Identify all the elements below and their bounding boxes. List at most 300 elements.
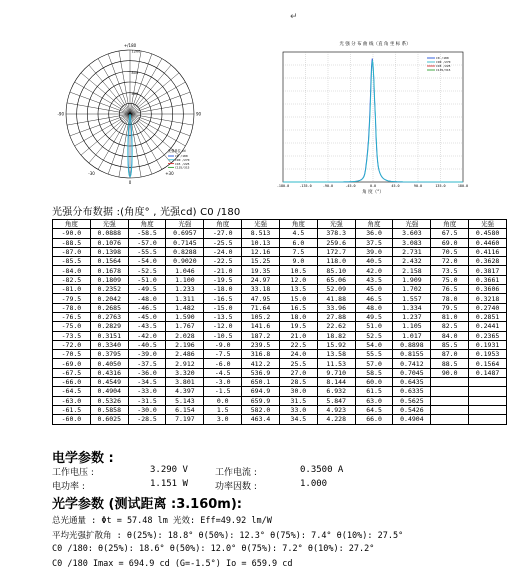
table-cell: 0.3340 bbox=[90, 340, 128, 349]
table-header-cell: 光强 bbox=[393, 220, 431, 229]
table-row bbox=[53, 378, 507, 387]
table-body bbox=[53, 229, 507, 424]
table-cell: -40.5 bbox=[128, 340, 166, 349]
table-cell: -90.0 bbox=[53, 229, 91, 238]
table-cell: 58.5 bbox=[355, 368, 393, 377]
table-cell: 82.5 bbox=[431, 322, 469, 331]
table-cell: -63.0 bbox=[53, 396, 91, 405]
table-cell: 37.5 bbox=[355, 238, 393, 247]
table-cell: 0.4116 bbox=[469, 247, 507, 256]
table-cell: 2.432 bbox=[393, 257, 431, 266]
linear-legend-label: C0 /180 bbox=[436, 56, 449, 61]
table-cell: 0.7145 bbox=[166, 238, 204, 247]
table-cell: 5.847 bbox=[317, 396, 355, 405]
table-cell: 13.5 bbox=[279, 285, 317, 294]
table-cell: 55.5 bbox=[355, 350, 393, 359]
polar-ring-label: 1200 bbox=[131, 49, 141, 54]
polar-angle-label-left: -90 bbox=[57, 111, 64, 117]
table-cell: -61.5 bbox=[53, 405, 91, 414]
table-cell: 11.53 bbox=[317, 359, 355, 368]
table-cell: 7.197 bbox=[166, 415, 204, 424]
table-row bbox=[53, 303, 507, 312]
table-cell: -85.5 bbox=[53, 257, 91, 266]
table-cell: 31.5 bbox=[279, 396, 317, 405]
linear-x-tick-label: 0.0 bbox=[369, 184, 377, 188]
table-cell: 18.0 bbox=[279, 312, 317, 321]
table-cell: -24.0 bbox=[204, 247, 242, 256]
table-cell: -15.0 bbox=[204, 303, 242, 312]
table-cell: 0.1076 bbox=[90, 238, 128, 247]
polar-distribution-chart bbox=[50, 34, 210, 194]
table-row bbox=[53, 368, 507, 377]
table-cell: 0.3218 bbox=[469, 294, 507, 303]
table-cell: 0.8898 bbox=[393, 340, 431, 349]
table-cell: -16.5 bbox=[204, 294, 242, 303]
table-cell: 0.2740 bbox=[469, 303, 507, 312]
table-cell: 19.5 bbox=[279, 322, 317, 331]
table-cell: -57.0 bbox=[128, 238, 166, 247]
table-row bbox=[53, 415, 507, 424]
table-cell: 0.1953 bbox=[469, 350, 507, 359]
table-cell bbox=[469, 387, 507, 396]
table-cell: 72.0 bbox=[431, 257, 469, 266]
table-cell: 0.1564 bbox=[469, 359, 507, 368]
table-cell: 0.2763 bbox=[90, 312, 128, 321]
linear-x-tick-label: -90.0 bbox=[322, 184, 334, 188]
table-cell: 3.801 bbox=[166, 378, 204, 387]
table-cell: -48.0 bbox=[128, 294, 166, 303]
table-cell: 64.5 bbox=[355, 405, 393, 414]
table-cell: 10.13 bbox=[242, 238, 280, 247]
table-cell bbox=[469, 378, 507, 387]
table-cell: 46.5 bbox=[355, 294, 393, 303]
table-cell: 0.1398 bbox=[90, 247, 128, 256]
table-cell: 3.083 bbox=[393, 238, 431, 247]
table-cell: 12.0 bbox=[279, 275, 317, 284]
table-header-cell: 角度 bbox=[355, 220, 393, 229]
table-cell: -64.5 bbox=[53, 387, 91, 396]
table-cell: -36.0 bbox=[128, 368, 166, 377]
linear-x-tick-label: 90.0 bbox=[413, 184, 423, 188]
table-cell: 0.8288 bbox=[166, 247, 204, 256]
table-cell: -69.0 bbox=[53, 359, 91, 368]
table-cell: 6.0 bbox=[279, 238, 317, 247]
table-cell: 84.0 bbox=[431, 331, 469, 340]
table-cell: 15.25 bbox=[242, 257, 280, 266]
table-cell: -60.0 bbox=[53, 415, 91, 424]
table-cell: -31.5 bbox=[128, 396, 166, 405]
table-row bbox=[53, 387, 507, 396]
linear-axes bbox=[277, 52, 468, 188]
table-cell: 0.2829 bbox=[90, 322, 128, 331]
table-cell: 650.1 bbox=[242, 378, 280, 387]
table-cell: -3.0 bbox=[204, 378, 242, 387]
paragraph-mark: ↵ bbox=[290, 12, 298, 22]
linear-x-tick-label: 135.0 bbox=[435, 184, 446, 188]
table-cell bbox=[469, 405, 507, 414]
table-cell: -22.5 bbox=[204, 257, 242, 266]
table-cell bbox=[431, 378, 469, 387]
table-cell: -39.0 bbox=[128, 350, 166, 359]
table-cell: 0.9020 bbox=[166, 257, 204, 266]
table-cell: 0.1487 bbox=[469, 368, 507, 377]
table-cell: -45.0 bbox=[128, 312, 166, 321]
table-header-cell: 角度 bbox=[204, 220, 242, 229]
table-cell: 0.3628 bbox=[469, 257, 507, 266]
table-cell: 0.1678 bbox=[90, 266, 128, 275]
table-cell: 1.557 bbox=[393, 294, 431, 303]
table-cell: 33.96 bbox=[317, 303, 355, 312]
table-row bbox=[53, 247, 507, 256]
table-cell: 27.0 bbox=[279, 368, 317, 377]
voltage-label: 工作电压 : bbox=[52, 468, 94, 478]
table-cell: 0.8155 bbox=[393, 350, 431, 359]
table-row bbox=[53, 350, 507, 359]
polar-legend-label: C45 /225 bbox=[175, 161, 190, 166]
table-cell: -55.5 bbox=[128, 247, 166, 256]
polar-legend-label: C90 /270 bbox=[175, 158, 190, 162]
table-cell: 76.5 bbox=[431, 285, 469, 294]
table-cell: 9.0 bbox=[279, 257, 317, 266]
table-cell: 1.702 bbox=[393, 285, 431, 294]
table-cell: 10.5 bbox=[279, 266, 317, 275]
table-cell: 0.7412 bbox=[393, 359, 431, 368]
table-header-cell: 光强 bbox=[317, 220, 355, 229]
table-cell: 52.5 bbox=[355, 331, 393, 340]
table-cell: -76.5 bbox=[53, 312, 91, 321]
table-cell: 1.334 bbox=[393, 303, 431, 312]
table-cell: 0.4316 bbox=[90, 368, 128, 377]
table-row bbox=[53, 322, 507, 331]
table-cell: 33.18 bbox=[242, 285, 280, 294]
table-row bbox=[53, 285, 507, 294]
table-cell: 659.9 bbox=[242, 396, 280, 405]
table-cell: 316.8 bbox=[242, 350, 280, 359]
optical-line-c0: C0 /180: θ(25%): 18.6° θ(50%): 12.0° θ(75%): 7.2° θ(10%): 27.2° bbox=[52, 544, 375, 554]
table-cell: 0.7045 bbox=[393, 368, 431, 377]
table-row bbox=[53, 331, 507, 340]
table-row bbox=[53, 266, 507, 275]
table-cell: 378.3 bbox=[317, 229, 355, 238]
table-cell: 412.2 bbox=[242, 359, 280, 368]
table-cell: 6.154 bbox=[166, 405, 204, 414]
table-cell: 1.233 bbox=[166, 285, 204, 294]
table-row bbox=[53, 229, 507, 238]
table-cell: 16.5 bbox=[279, 303, 317, 312]
table-cell: -28.5 bbox=[128, 415, 166, 424]
table-cell: 69.0 bbox=[431, 238, 469, 247]
table-cell: 582.0 bbox=[242, 405, 280, 414]
table-cell: 0.3151 bbox=[90, 331, 128, 340]
table-cell: 0.5625 bbox=[393, 396, 431, 405]
table-cell: 0.6957 bbox=[166, 229, 204, 238]
table-cell: 0.2365 bbox=[469, 331, 507, 340]
table-cell: 85.5 bbox=[431, 340, 469, 349]
table-cell: 19.35 bbox=[242, 266, 280, 275]
distribution-data-title: 光强分布数据 :(角度° , 光强cd) C0 /180 bbox=[52, 207, 241, 218]
table-cell: 0.4580 bbox=[469, 229, 507, 238]
table-header-cell: 光强 bbox=[469, 220, 507, 229]
linear-legend-label: C135/315 bbox=[436, 68, 451, 73]
table-cell: -12.0 bbox=[204, 322, 242, 331]
table-cell: 536.9 bbox=[242, 368, 280, 377]
table-cell: -54.0 bbox=[128, 257, 166, 266]
table-cell: 172.7 bbox=[317, 247, 355, 256]
table-cell: 27.88 bbox=[317, 312, 355, 321]
table-cell: 2.158 bbox=[393, 266, 431, 275]
table-cell bbox=[431, 396, 469, 405]
table-row bbox=[53, 238, 507, 247]
table-header-cell: 角度 bbox=[128, 220, 166, 229]
table-cell: 1.311 bbox=[166, 294, 204, 303]
table-cell: 52.09 bbox=[317, 285, 355, 294]
table-cell: 30.0 bbox=[279, 387, 317, 396]
polar-ring-label: 800 bbox=[131, 70, 139, 75]
table-cell: -78.0 bbox=[53, 303, 91, 312]
table-cell: -49.5 bbox=[128, 285, 166, 294]
linear-x-tick-label: -45.0 bbox=[345, 184, 356, 188]
table-cell: 0.4549 bbox=[90, 378, 128, 387]
table-cell: 7.5 bbox=[279, 247, 317, 256]
table-cell: -73.5 bbox=[53, 331, 91, 340]
table-header-cell: 光强 bbox=[166, 220, 204, 229]
polar-legend-label: C135/315 bbox=[175, 165, 190, 170]
table-cell: 41.88 bbox=[317, 294, 355, 303]
table-cell: 2.731 bbox=[393, 247, 431, 256]
table-row bbox=[53, 275, 507, 284]
table-cell: -42.0 bbox=[128, 331, 166, 340]
table-cell: 463.4 bbox=[242, 415, 280, 424]
table-cell bbox=[431, 415, 469, 424]
table-cell: -7.5 bbox=[204, 350, 242, 359]
table-cell: 22.5 bbox=[279, 340, 317, 349]
table-cell: -70.5 bbox=[53, 350, 91, 359]
table-cell: 8.144 bbox=[317, 378, 355, 387]
table-cell: 78.0 bbox=[431, 294, 469, 303]
optical-line-avg-angle: 平均光强扩散角 : θ(25%): 18.8° θ(50%): 12.3° θ(75%): 7.4° θ(10%): 27.5° bbox=[52, 531, 404, 541]
table-cell: -33.0 bbox=[128, 387, 166, 396]
table-cell: 79.5 bbox=[431, 303, 469, 312]
table-cell: -37.5 bbox=[128, 359, 166, 368]
table-cell: 0.2685 bbox=[90, 303, 128, 312]
table-cell: 1.590 bbox=[166, 312, 204, 321]
table-cell: 141.6 bbox=[242, 322, 280, 331]
table-cell: 15.92 bbox=[317, 340, 355, 349]
table-cell: 9.710 bbox=[317, 368, 355, 377]
table-cell: -51.0 bbox=[128, 275, 166, 284]
table-cell: 4.228 bbox=[317, 415, 355, 424]
table-cell: 0.5426 bbox=[393, 405, 431, 414]
table-cell: 0.3606 bbox=[469, 285, 507, 294]
power-factor-value: 1.000 bbox=[300, 479, 328, 489]
table-cell: 21.0 bbox=[279, 331, 317, 340]
linear-legend-label: C45 /225 bbox=[436, 64, 451, 69]
table-cell: -34.5 bbox=[128, 378, 166, 387]
table-cell: 22.62 bbox=[317, 322, 355, 331]
optical-line-imax: C0 /180 Imax = 694.9 cd (G=-1.5°) Io = 659.9 cd bbox=[52, 559, 293, 569]
table-cell: -72.0 bbox=[53, 340, 91, 349]
table-cell: 43.5 bbox=[355, 275, 393, 284]
table-cell: 0.2042 bbox=[90, 294, 128, 303]
table-cell: -46.5 bbox=[128, 303, 166, 312]
polar-angle-label-right: 90 bbox=[196, 111, 202, 117]
table-cell: 85.10 bbox=[317, 266, 355, 275]
table-cell bbox=[431, 405, 469, 414]
table-cell: 60.0 bbox=[355, 378, 393, 387]
table-row bbox=[53, 340, 507, 349]
table-cell: 0.6435 bbox=[393, 378, 431, 387]
polar-legend-title: 光强单位 cd bbox=[168, 149, 186, 153]
table-cell: 0.1564 bbox=[90, 257, 128, 266]
table-cell: 0.4050 bbox=[90, 359, 128, 368]
table-cell: -43.5 bbox=[128, 322, 166, 331]
polar-legend-label: C0 /180 bbox=[175, 154, 188, 159]
polar-angle-label-bottom-right: +30 bbox=[165, 170, 174, 176]
table-cell: 1.909 bbox=[393, 275, 431, 284]
table-row bbox=[53, 359, 507, 368]
table-cell: 1.5 bbox=[204, 405, 242, 414]
table-cell: 4.5 bbox=[279, 229, 317, 238]
table-row bbox=[53, 312, 507, 321]
table-cell: 34.5 bbox=[279, 415, 317, 424]
table-cell: 1.105 bbox=[393, 322, 431, 331]
table-cell: 63.0 bbox=[355, 396, 393, 405]
power-label: 电功率 : bbox=[52, 482, 85, 492]
table-row bbox=[53, 405, 507, 414]
table-cell: -88.5 bbox=[53, 238, 91, 247]
table-header-cell: 角度 bbox=[279, 220, 317, 229]
linear-legend bbox=[427, 56, 451, 72]
table-cell: -52.5 bbox=[128, 266, 166, 275]
table-row bbox=[53, 396, 507, 405]
table-cell: 3.320 bbox=[166, 368, 204, 377]
table-cell: -6.0 bbox=[204, 359, 242, 368]
table-cell: 4.397 bbox=[166, 387, 204, 396]
table-cell: 105.2 bbox=[242, 312, 280, 321]
table-cell: 0.2352 bbox=[90, 285, 128, 294]
table-cell: -84.0 bbox=[53, 266, 91, 275]
table-cell: 51.0 bbox=[355, 322, 393, 331]
table-cell bbox=[469, 415, 507, 424]
table-cell: 259.6 bbox=[317, 238, 355, 247]
table-cell: 694.9 bbox=[242, 387, 280, 396]
table-cell: 12.16 bbox=[242, 247, 280, 256]
linear-chart-title: 光 强 分 布 曲 线（直 角 坐 标 系） bbox=[339, 42, 411, 47]
table-cell: 0.1931 bbox=[469, 340, 507, 349]
table-cell: 1.100 bbox=[166, 275, 204, 284]
table-cell: 0.0888 bbox=[90, 229, 128, 238]
table-header-row bbox=[53, 220, 507, 229]
linear-x-tick-label: -180.0 bbox=[276, 184, 290, 188]
table-cell: 36.0 bbox=[355, 229, 393, 238]
table-cell: -25.5 bbox=[204, 238, 242, 247]
table-cell: 0.5858 bbox=[90, 405, 128, 414]
table-cell: -75.0 bbox=[53, 322, 91, 331]
table-cell: -66.0 bbox=[53, 378, 91, 387]
table-cell: 8.513 bbox=[242, 229, 280, 238]
table-cell: -67.5 bbox=[53, 368, 91, 377]
table-cell: 24.0 bbox=[279, 350, 317, 359]
polar-legend bbox=[168, 148, 190, 170]
electric-heading: 电学参数 : bbox=[52, 451, 114, 466]
table-cell: -19.5 bbox=[204, 275, 242, 284]
intensity-table bbox=[52, 219, 507, 425]
table-cell: -27.0 bbox=[204, 229, 242, 238]
linear-x-tick-label: -135.0 bbox=[299, 184, 312, 188]
table-cell bbox=[431, 387, 469, 396]
table-cell: 66.0 bbox=[355, 415, 393, 424]
polar-ring-label: 400 bbox=[131, 92, 139, 97]
table-cell: 3.603 bbox=[393, 229, 431, 238]
table-cell: -79.5 bbox=[53, 294, 91, 303]
table-cell: 71.64 bbox=[242, 303, 280, 312]
optical-heading: 光学参数 (测试距离 :3.160m): bbox=[52, 497, 242, 512]
linear-distribution-chart bbox=[265, 34, 470, 194]
table-cell: -9.0 bbox=[204, 340, 242, 349]
table-cell: 3.0 bbox=[204, 415, 242, 424]
table-cell: 0.4460 bbox=[469, 238, 507, 247]
table-cell: 0.2441 bbox=[469, 322, 507, 331]
voltage-value: 3.290 V bbox=[150, 465, 188, 475]
table-cell: 54.0 bbox=[355, 340, 393, 349]
table-cell: 239.5 bbox=[242, 340, 280, 349]
table-cell: -13.5 bbox=[204, 312, 242, 321]
table-cell: 61.5 bbox=[355, 387, 393, 396]
linear-x-tick-label: 45.0 bbox=[391, 184, 400, 188]
table-cell: 6.932 bbox=[317, 387, 355, 396]
table-cell: 24.97 bbox=[242, 275, 280, 284]
table-cell: 15.0 bbox=[279, 294, 317, 303]
table-cell: 65.06 bbox=[317, 275, 355, 284]
table-cell: 70.5 bbox=[431, 247, 469, 256]
table-cell: 0.0 bbox=[204, 396, 242, 405]
table-cell: 2.486 bbox=[166, 350, 204, 359]
table-cell: 28.5 bbox=[279, 378, 317, 387]
table-cell: 0.1809 bbox=[90, 275, 128, 284]
table-cell: 48.0 bbox=[355, 303, 393, 312]
table-cell: 1.767 bbox=[166, 322, 204, 331]
linear-x-axis-label: 角 度（°） bbox=[362, 190, 384, 194]
table-cell: -82.5 bbox=[53, 275, 91, 284]
table-cell: 2.196 bbox=[166, 340, 204, 349]
table-cell bbox=[469, 396, 507, 405]
table-cell: 2.028 bbox=[166, 331, 204, 340]
table-cell: 0.6335 bbox=[393, 387, 431, 396]
table-cell: 0.4904 bbox=[393, 415, 431, 424]
power-factor-label: 功率因数 : bbox=[215, 482, 257, 492]
table-header-cell: 角度 bbox=[431, 220, 469, 229]
table-cell: 0.5326 bbox=[90, 396, 128, 405]
polar-angle-label-top: +/180 bbox=[123, 43, 137, 48]
table-cell: 33.0 bbox=[279, 405, 317, 414]
table-cell: 4.923 bbox=[317, 405, 355, 414]
table-cell: 75.0 bbox=[431, 275, 469, 284]
table-cell: 81.0 bbox=[431, 312, 469, 321]
table-cell: 42.0 bbox=[355, 266, 393, 275]
current-label: 工作电流 : bbox=[215, 468, 257, 478]
table-cell: 13.58 bbox=[317, 350, 355, 359]
table-cell: 0.6025 bbox=[90, 415, 128, 424]
table-cell: 1.237 bbox=[393, 312, 431, 321]
table-cell: 0.4904 bbox=[90, 387, 128, 396]
table-cell: -18.0 bbox=[204, 285, 242, 294]
table-cell: 67.5 bbox=[431, 229, 469, 238]
linear-x-tick-label: 180.0 bbox=[457, 184, 469, 188]
table-cell: 73.5 bbox=[431, 266, 469, 275]
table-cell: 1.482 bbox=[166, 303, 204, 312]
table-cell: 47.95 bbox=[242, 294, 280, 303]
table-header-cell: 光强 bbox=[242, 220, 280, 229]
